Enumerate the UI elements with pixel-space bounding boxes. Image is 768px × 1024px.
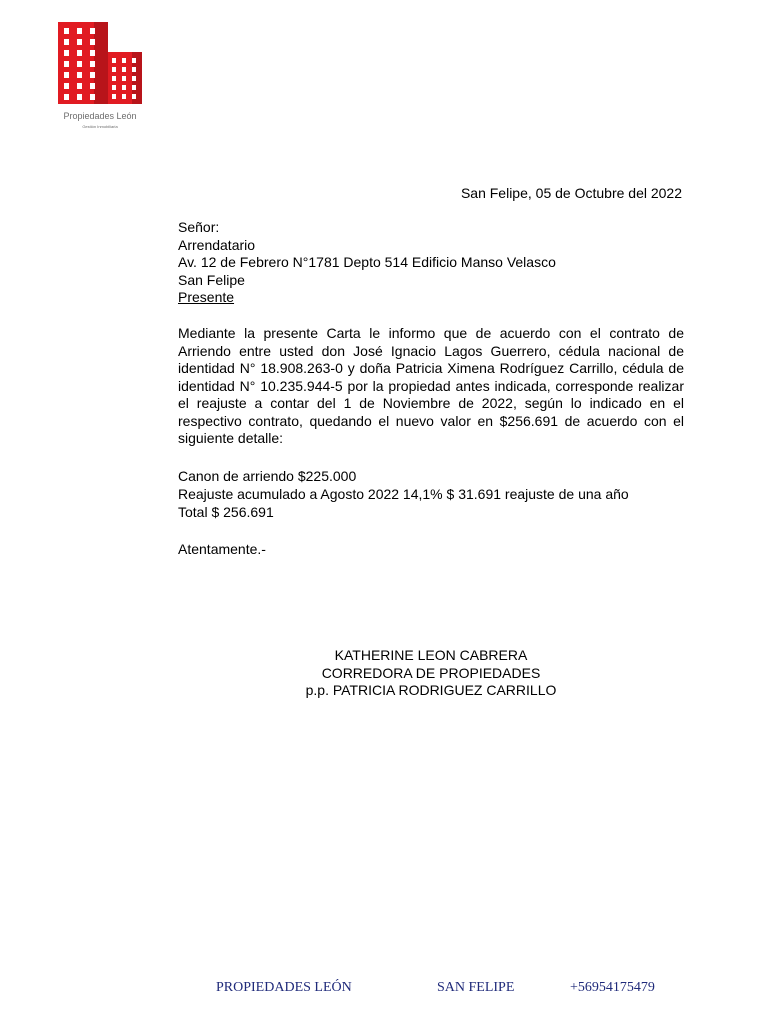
window — [64, 61, 69, 67]
window — [122, 94, 126, 99]
signature-pp: p.p. PATRICIA RODRIGUEZ CARRILLO — [305, 682, 557, 698]
window — [77, 61, 82, 67]
signature-block — [178, 647, 684, 700]
footer-city: SAN FELIPE — [437, 980, 515, 995]
detail-line: Total $ 256.691 — [178, 504, 274, 520]
window — [112, 67, 116, 72]
detail-line: Canon de arriendo $225.000 — [178, 468, 357, 484]
window — [90, 94, 95, 100]
signature-role: CORREDORA DE PROPIEDADES — [321, 664, 541, 681]
window — [77, 72, 82, 78]
window — [64, 50, 69, 56]
detail-line: Reajuste acumulado a Agosto 2022 14,1% $ 31.691 reajuste de una año — [178, 486, 629, 502]
window — [90, 61, 95, 67]
window — [112, 76, 116, 81]
window — [77, 50, 82, 56]
window — [122, 76, 126, 81]
window — [132, 67, 136, 72]
window — [77, 39, 82, 45]
buildings-logo-icon — [52, 18, 148, 110]
window — [64, 72, 69, 78]
window — [90, 39, 95, 45]
window — [132, 76, 136, 81]
addressee-block — [178, 219, 556, 307]
footer-phone: +56954175479 — [570, 980, 655, 995]
addressee-city: San Felipe — [178, 271, 245, 288]
window — [122, 67, 126, 72]
presente-label: Presente — [178, 289, 235, 305]
salutation: Señor: — [178, 219, 220, 235]
window — [122, 85, 126, 90]
letter-date: San Felipe, 05 de Octubre del 2022 — [460, 185, 682, 201]
window — [132, 58, 136, 63]
window — [64, 28, 69, 34]
window — [90, 28, 95, 34]
closing: Atentamente.- — [178, 541, 266, 557]
signature-name: KATHERINE LEON CABRERA — [334, 647, 528, 663]
addressee-address: Av. 12 de Febrero N°1781 Depto 514 Edificio Manso Velasco — [178, 254, 556, 270]
letter-body: Mediante la presente Carta le informo que de acuerdo con el contrato de Arriendo entre usted don José Ignacio Lagos Guerrero, cédula nacional de identidad N° 18.908.263-0 y doña Patricia Ximena Rodríguez Carrillo, cédula de identidad N° 10.235.944-5 por la propiedad antes indicada, corresponde realizar el reajuste a contar del 1 de Noviembre de 2022, según lo indicado en el respectivo contrato, quedando el nuevo valor en $256.691 de acuerdo con el siguiente detalle: — [178, 325, 684, 446]
window — [122, 58, 126, 63]
window — [77, 28, 82, 34]
window — [77, 94, 82, 100]
addressee-title: Arrendatario — [178, 236, 256, 253]
payment-details — [178, 467, 629, 521]
logo-name: Propiedades León — [63, 111, 137, 121]
window — [112, 94, 116, 99]
window — [112, 85, 116, 90]
window — [77, 83, 82, 89]
footer-company: PROPIEDADES LEÓN — [216, 980, 352, 995]
window — [64, 94, 69, 100]
window — [112, 58, 116, 63]
window — [90, 50, 95, 56]
window — [64, 39, 69, 45]
logo-tagline: Gestión Inmobiliaria — [82, 124, 118, 129]
tall-building-shade — [94, 22, 108, 104]
window — [90, 83, 95, 89]
window — [64, 83, 69, 89]
window — [132, 94, 136, 99]
window — [90, 72, 95, 78]
company-logo — [52, 18, 148, 136]
window — [132, 85, 136, 90]
